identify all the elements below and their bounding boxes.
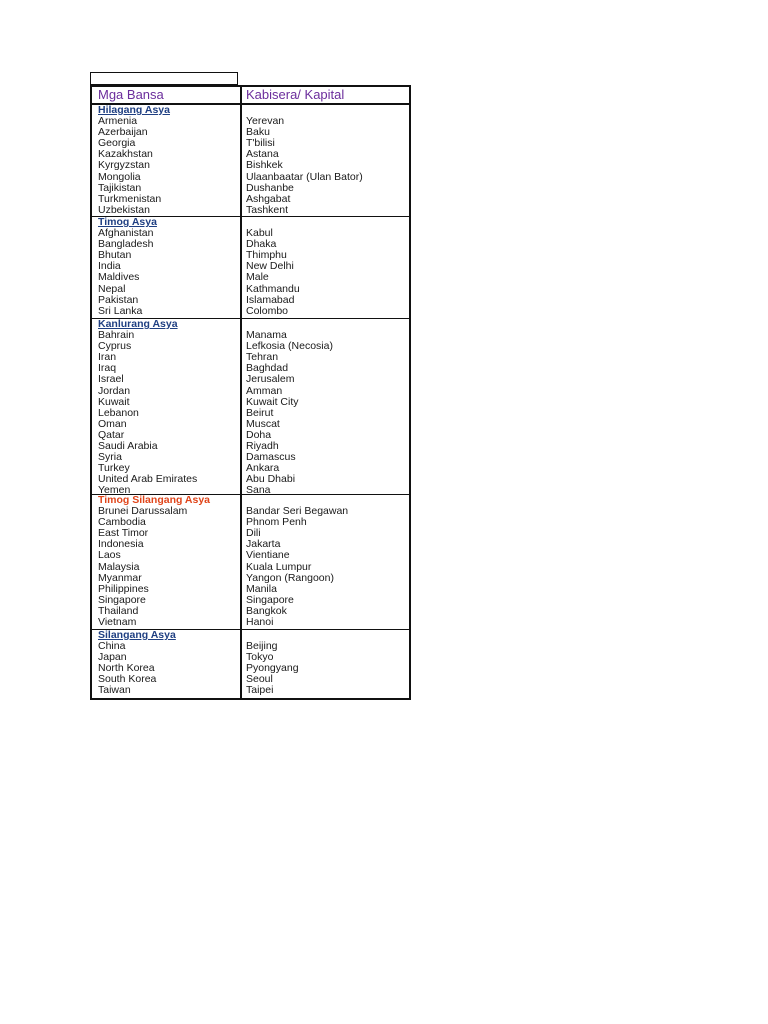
capital-name: Vientiane	[246, 549, 290, 562]
country-name: East Timor	[98, 527, 149, 540]
region-section	[92, 319, 409, 495]
capital-name: Yangon (Rangoon)	[246, 571, 334, 584]
capital-name: Yerevan	[246, 115, 285, 127]
capital-name: Jerusalem	[246, 373, 295, 386]
capital-name: Baku	[246, 126, 270, 139]
country-name: South Korea	[98, 673, 157, 686]
capital-name: Lefkosia (Necosia)	[246, 340, 333, 353]
capital-name: Singapore	[246, 593, 294, 606]
country-name: Taiwan	[98, 684, 131, 697]
country-name: Kyrgyzstan	[98, 159, 150, 172]
table-row	[92, 205, 409, 216]
capital-name: Abu Dhabi	[246, 473, 296, 486]
capital-name: T'bilisi	[246, 137, 275, 150]
country-name: Maldives	[98, 271, 140, 284]
capital-name: Bandar Seri Begawan	[246, 505, 349, 517]
country-name: Jordan	[98, 384, 131, 397]
country-name: Yemen	[98, 484, 131, 497]
country-name: Oman	[98, 417, 127, 430]
country-name: Nepal	[98, 282, 126, 295]
capital-name: Bishkek	[246, 159, 283, 172]
country-name: Philippines	[98, 582, 149, 595]
capital-name: Sana	[246, 484, 271, 497]
capital-name: Manila	[246, 582, 277, 595]
column-divider	[240, 87, 242, 698]
country-name: Turkey	[98, 462, 130, 475]
capital-name: Kuala Lumpur	[246, 560, 312, 573]
capital-name: Riyadh	[246, 440, 279, 452]
country-name: Iraq	[98, 362, 117, 375]
country-name: Turkmenistan	[98, 192, 162, 205]
capital-name: Baghdad	[246, 362, 289, 375]
country-name: Vietnam	[98, 616, 137, 628]
capital-name: Taipei	[246, 684, 274, 697]
country-name: Japan	[98, 651, 127, 664]
country-name: Saudi Arabia	[98, 440, 158, 452]
table-row	[92, 374, 409, 385]
capital-name: Jakarta	[246, 538, 281, 551]
capital-name: Bangkok	[246, 604, 287, 617]
country-name: Mongolia	[98, 170, 141, 183]
capital-name: Dushanbe	[246, 181, 294, 194]
capital-name: Astana	[246, 148, 279, 161]
capital-name: Beirut	[246, 406, 274, 419]
country-name: Cyprus	[98, 340, 132, 353]
capital-name: Male	[246, 271, 269, 284]
country-name: Laos	[98, 549, 121, 562]
country-name: Kuwait	[98, 395, 130, 408]
capital-name: Tehran	[246, 351, 279, 364]
capital-name: Damascus	[246, 451, 296, 464]
country-name: Singapore	[98, 593, 146, 606]
country-name: Iran	[98, 351, 117, 364]
country-name: Sri Lanka	[98, 304, 143, 317]
country-name: United Arab Emirates	[98, 473, 198, 486]
country-name: Armenia	[98, 115, 138, 127]
country-name: Syria	[98, 451, 122, 464]
country-name: Qatar	[98, 428, 125, 441]
country-name: Brunei Darussalam	[98, 505, 188, 517]
country-name: Indonesia	[98, 538, 144, 551]
capital-name: Muscat	[246, 417, 280, 430]
country-name: India	[98, 260, 121, 273]
capital-name: Doha	[246, 428, 272, 441]
capital-name: Colombo	[246, 304, 289, 317]
capital-name: Ashgabat	[246, 192, 291, 205]
capital-name: Islamabad	[246, 293, 295, 306]
capital-name: Phnom Penh	[246, 516, 307, 529]
region-section	[92, 495, 409, 630]
region-title: Silangang Asya	[98, 629, 176, 641]
capital-name: Seoul	[246, 673, 273, 686]
capital-name: Kabul	[246, 227, 273, 239]
table-row	[92, 562, 409, 573]
table-row	[92, 386, 409, 397]
region-title: Timog Asya	[98, 216, 157, 228]
capital-name: Kuwait City	[246, 395, 299, 408]
table-row	[92, 284, 409, 295]
country-name: Pakistan	[98, 293, 139, 306]
capital-name: Beijing	[246, 640, 278, 652]
capital-name: Tashkent	[246, 203, 289, 216]
country-name: Kazakhstan	[98, 148, 153, 161]
region-section	[92, 105, 409, 217]
capital-name: Thimphu	[246, 249, 287, 262]
capital-name: Pyongyang	[246, 662, 299, 675]
country-name: Israel	[98, 373, 124, 386]
capital-name: Tokyo	[246, 651, 274, 664]
capital-name: New Delhi	[246, 260, 294, 273]
table-row	[92, 160, 409, 171]
capital-name: Ulaanbaatar (Ulan Bator)	[246, 170, 363, 183]
region-section	[92, 630, 409, 702]
region-title: Timog Silangang Asya	[98, 494, 211, 506]
table-row	[92, 550, 409, 561]
table-row	[92, 272, 409, 283]
table-row	[92, 617, 409, 628]
capitals-column-header: Kabisera/ Kapital	[246, 87, 345, 102]
table-row	[92, 685, 409, 696]
capital-name: Kathmandu	[246, 282, 300, 295]
capitals-table	[90, 85, 411, 700]
country-name: Uzbekistan	[98, 203, 150, 216]
country-name: Malaysia	[98, 560, 140, 573]
region-section	[92, 217, 409, 319]
country-name: Thailand	[98, 604, 139, 617]
region-title: Kanlurang Asya	[98, 318, 178, 330]
country-name: Bhutan	[98, 249, 132, 262]
country-name: Georgia	[98, 137, 136, 150]
country-name: Bahrain	[98, 329, 135, 341]
table-row	[92, 306, 409, 317]
capital-name: Hanoi	[246, 616, 274, 628]
capital-name: Amman	[246, 384, 283, 397]
country-name: North Korea	[98, 662, 155, 675]
empty-top-cell	[90, 72, 238, 85]
country-name: China	[98, 640, 126, 652]
country-name: Myanmar	[98, 571, 142, 584]
country-name: Bangladesh	[98, 238, 154, 251]
country-name: Lebanon	[98, 406, 139, 419]
country-name: Cambodia	[98, 516, 146, 529]
table-header-row	[92, 87, 409, 105]
countries-column-header: Mga Bansa	[98, 87, 164, 102]
country-name: Tajikistan	[98, 181, 142, 194]
table-row	[92, 172, 409, 183]
country-name: Afghanistan	[98, 227, 154, 239]
country-name: Azerbaijan	[98, 126, 148, 139]
capital-name: Manama	[246, 329, 287, 341]
capital-name: Dili	[246, 527, 261, 540]
capital-name: Dhaka	[246, 238, 277, 251]
capital-name: Ankara	[246, 462, 280, 475]
region-title: Hilagang Asya	[98, 104, 170, 116]
